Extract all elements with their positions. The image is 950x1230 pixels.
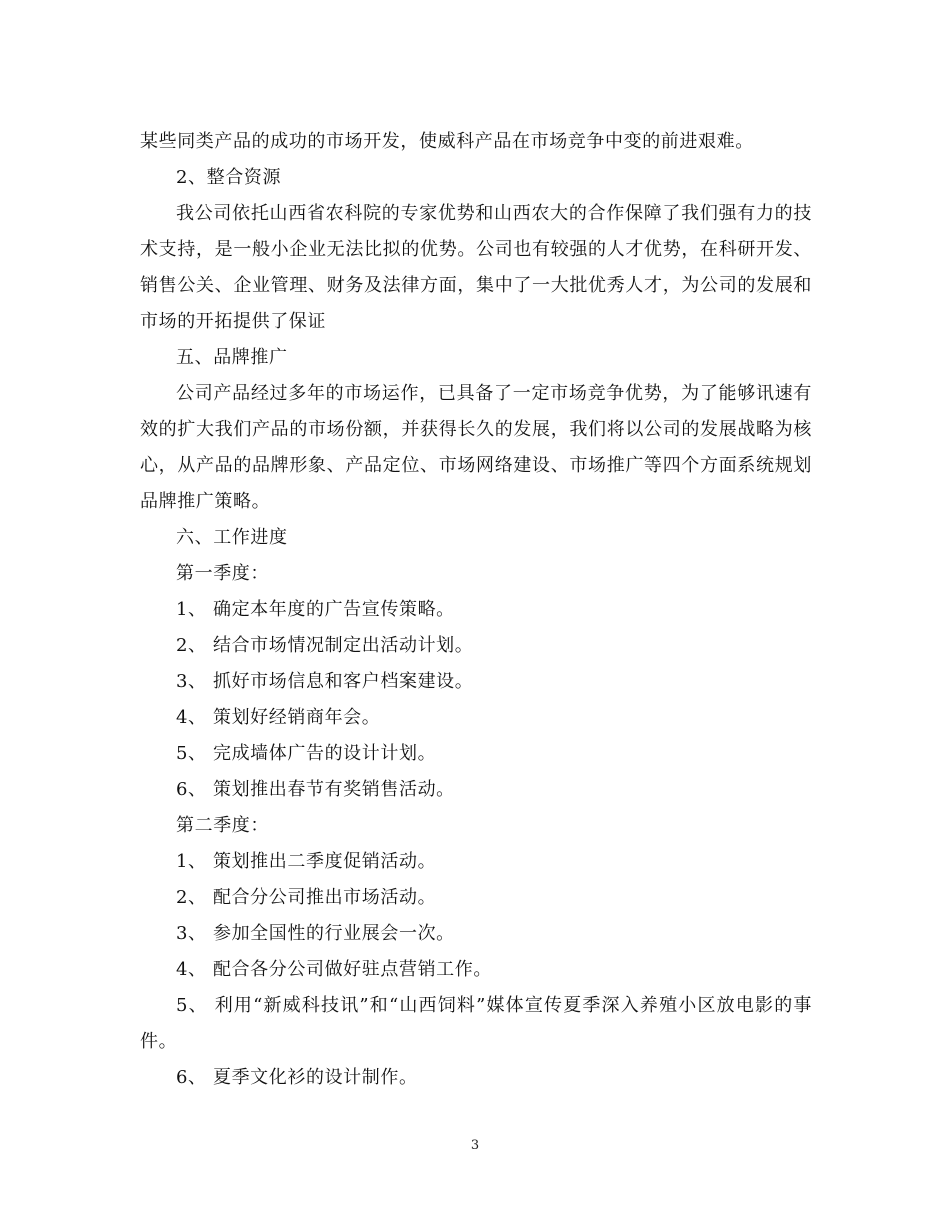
subheading-q2: 第二季度： [176,815,269,836]
list-item: 5、 利用“新威科技讯”和“山西饲料”媒体宣传夏季深入养殖小区放电影的事件。 [140,995,812,1052]
text-line: 某些同类产品的成功的市场开发，使威科产品在市场竞争中变的前进艰难。 [140,131,754,152]
paragraph-brand-promotion: 公司产品经过多年的市场运作，已具备了一定市场竞争优势，为了能够讯速有效的扩大我们产品的市场份额，并获得长久的发展，我们将以公司的发展战略为核心，从产品的品牌形象、产品定位、市场网络建设、市场推广等四个方面系统规划品牌推广策略。 [140,383,812,512]
list-item: 4、 配合各分公司做好驻点营销工作。 [176,959,492,980]
paragraph-resources: 我公司依托山西省农科院的专家优势和山西农大的合作保障了我们强有力的技术支持，是一般小企业无法比拟的优势。公司也有较强的人才优势，在科研开发、销售公关、企业管理、财务及法律方面，集中了一大批优秀人才，为公司的发展和市场的开拓提供了保证 [140,203,812,332]
list-item: 6、 夏季文化衫的设计制作。 [176,1067,418,1088]
list-item: 2、 结合市场情况制定出活动计划。 [176,635,474,656]
list-item: 2、 配合分公司推出市场活动。 [176,887,437,908]
list-item: 4、 策划好经销商年会。 [176,707,381,728]
list-item: 1、 确定本年度的广告宣传策略。 [176,599,455,620]
list-item: 1、 策划推出二季度促销活动。 [176,851,437,872]
subheading-q1: 第一季度： [176,563,269,584]
list-item: 5、 完成墙体广告的设计计划。 [176,743,437,764]
document-body [140,124,812,1096]
list-item: 3、 抓好市场信息和客户档案建设。 [176,671,474,692]
list-item: 6、 策划推出春节有奖销售活动。 [176,779,455,800]
list-item: 3、 参加全国性的行业展会一次。 [176,923,455,944]
section-heading-brand-promotion: 五、品牌推广 [176,347,288,368]
section-heading-work-progress: 六、工作进度 [176,527,288,548]
section-heading-integrate-resources: 2、整合资源 [176,167,282,188]
page-number: 3 [470,1138,480,1153]
